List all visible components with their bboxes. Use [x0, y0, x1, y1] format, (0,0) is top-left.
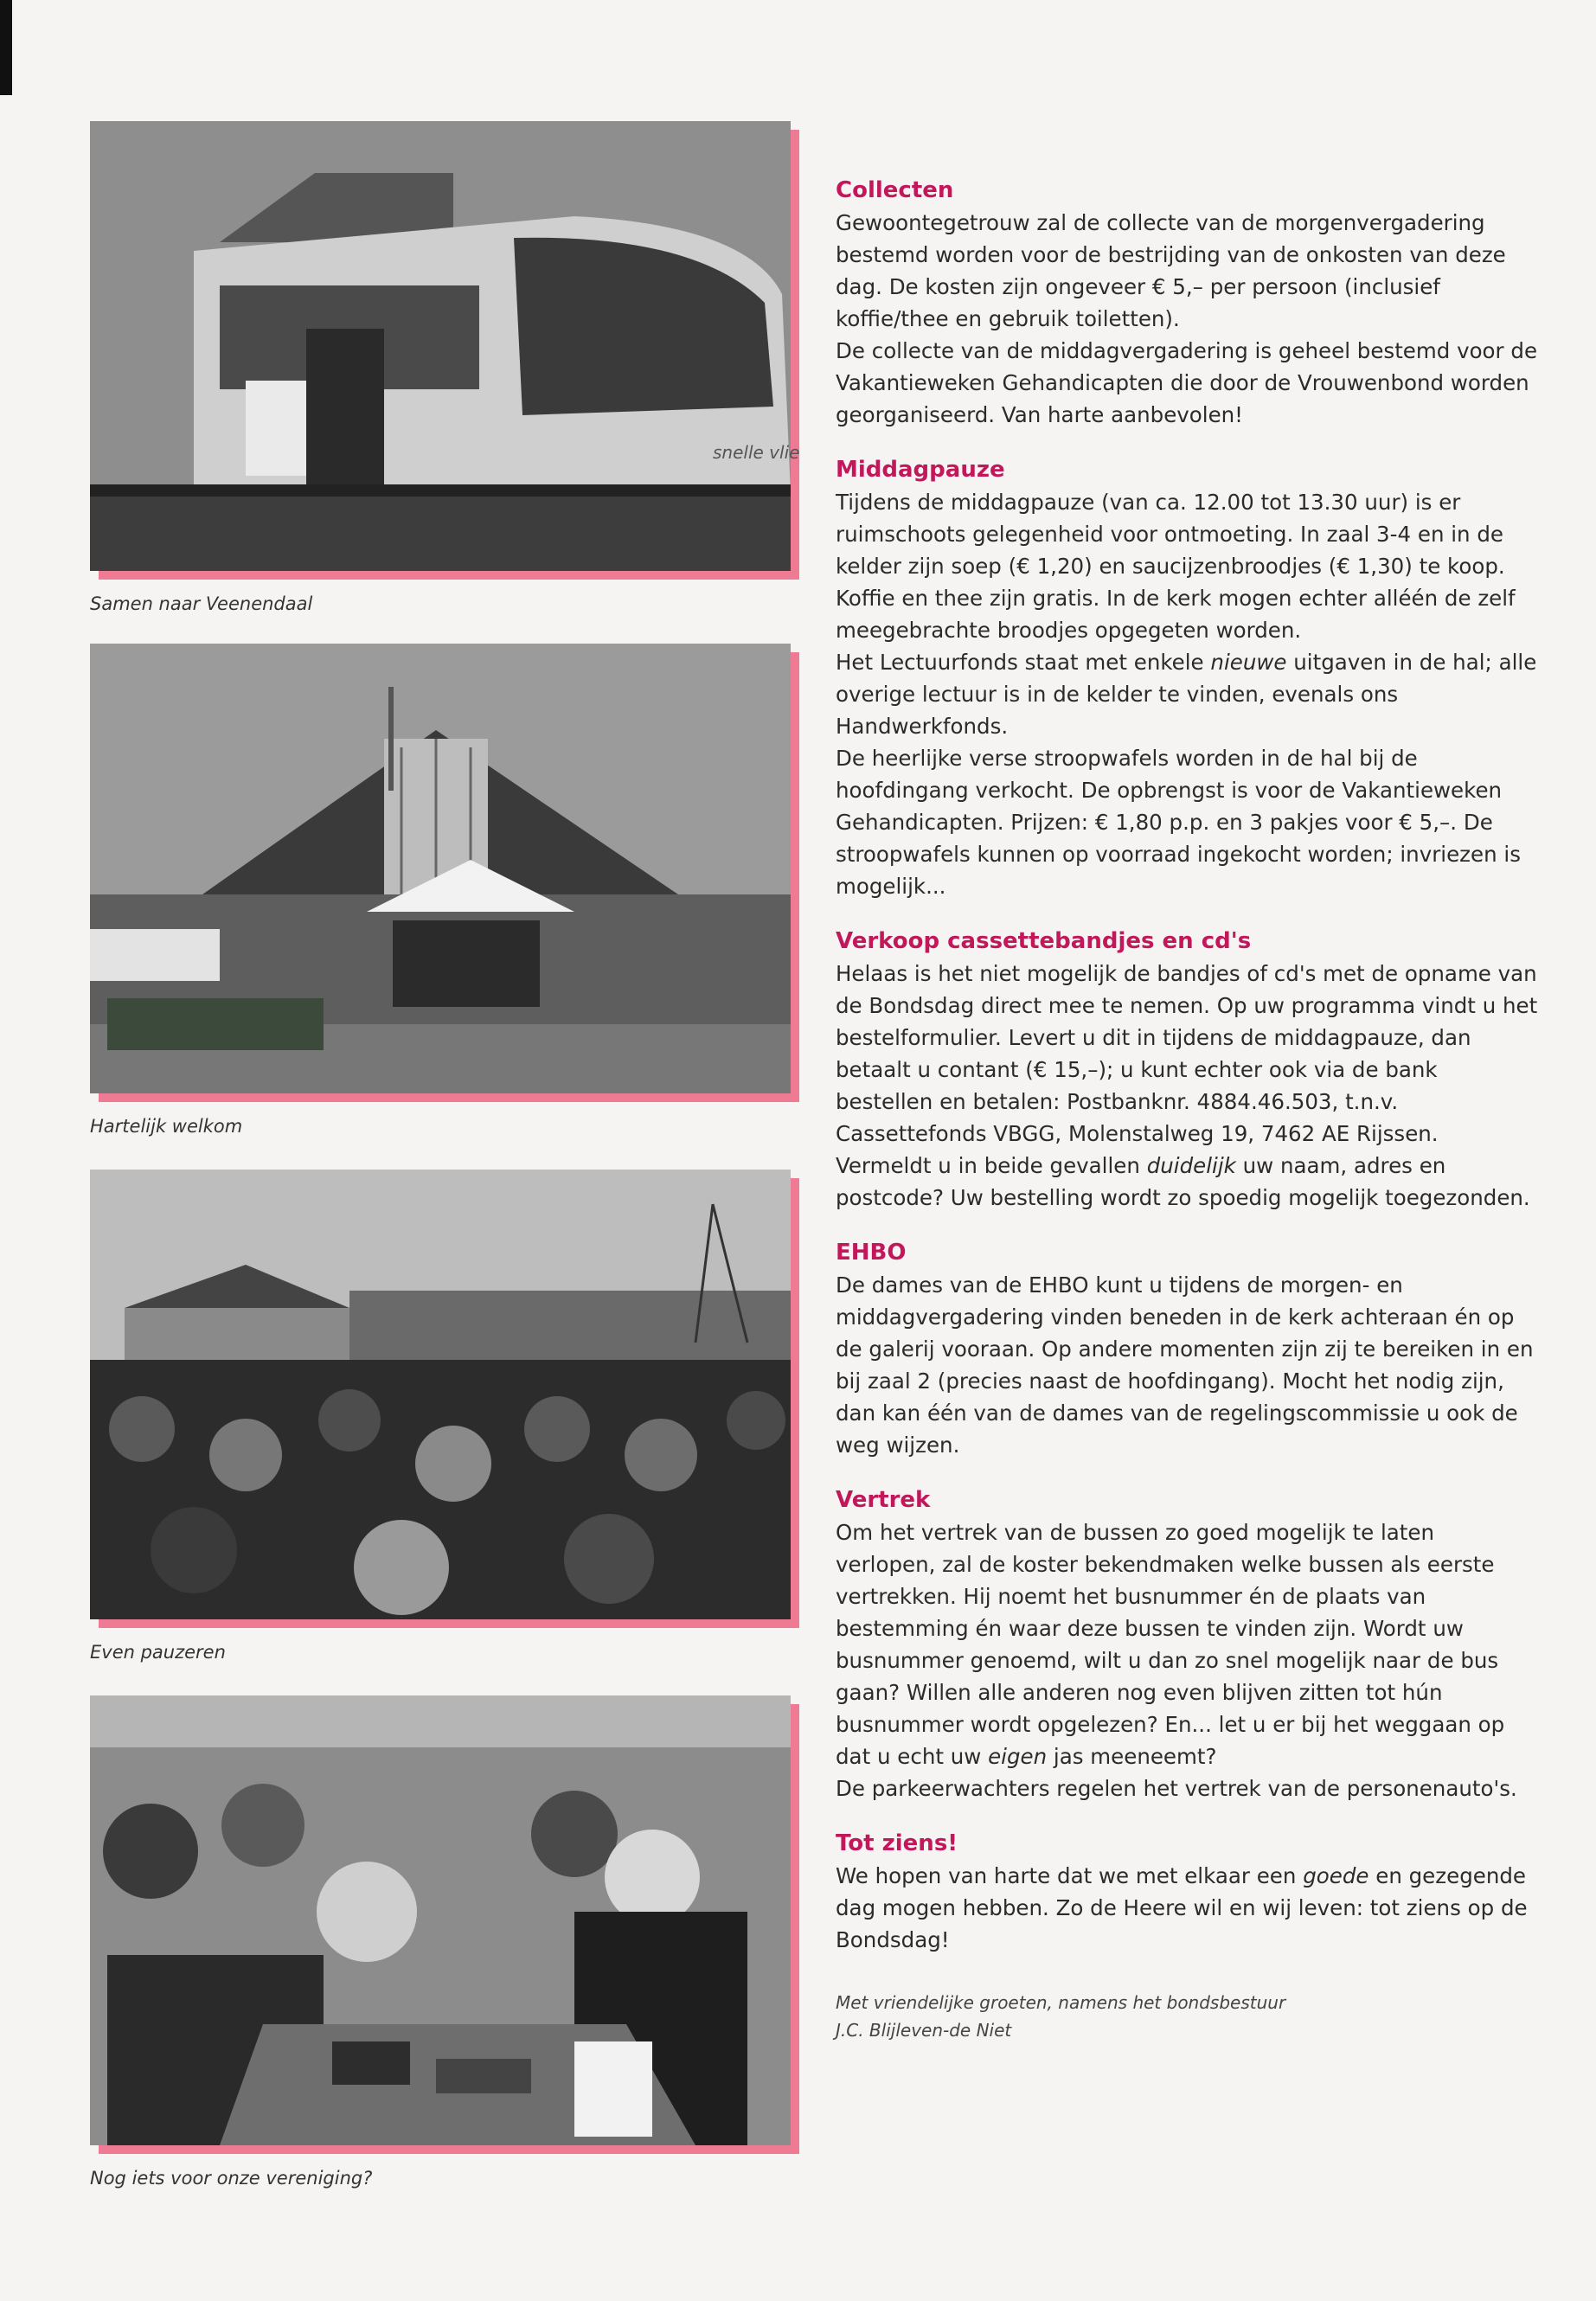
photo-caption: Nog iets voor onze vereniging?	[90, 2168, 373, 2189]
paragraph: De heerlijke verse stroopwafels worden in de hal bij de hoofdingang verkocht. De opbrengst is voor de Vakantieweken Gehandicapten. Prijzen: € 1,80 p.p. en 3 pakjes voor € 5,–. De stroopwafels kunnen op voorraad ingekocht worden; invriezen is mogelijk...	[836, 746, 1521, 899]
photo-block-market	[90, 1695, 799, 2189]
signoff-line: Met vriendelijke groeten, namens het bondsbestuur	[836, 1992, 1286, 2013]
scan-edge-mark	[0, 0, 12, 95]
section-middagpauze	[836, 457, 1538, 902]
text-run: uitgaven in de hal; alle overige lectuur is in de kelder te vinden, evenals ons Handwerkfonds.	[836, 650, 1537, 739]
photo-church	[90, 644, 791, 1093]
church-illustration	[90, 644, 791, 1093]
paragraph: Tijdens de middagpauze (van ca. 12.00 tot 13.30 uur) is er ruimschoots gelegenheid voor ontmoeting. In zaal 3-4 en in de kelder zijn soep (€ 1,20) en saucijzenbroodjes (€ 1,30) te koop. Koffie en thee zijn gratis. In de kerk mogen echter alléén de zelf meegebrachte broodjes opgegeten worden.	[836, 490, 1516, 643]
photo-caption: Samen naar Veenendaal	[90, 593, 313, 614]
text-run: jas meeneemt?	[1047, 1744, 1217, 1769]
photo-block-bus	[90, 121, 799, 614]
section-heading: Verkoop cassettebandjes en cd's	[836, 928, 1252, 954]
emphasis: duidelijk	[1146, 1153, 1236, 1178]
paragraph	[836, 1516, 1538, 1772]
text-run: en gezegende dag mogen hebben. Zo de Heere wil en wij leven: tot ziens op de Bondsdag!	[836, 1863, 1528, 1952]
signoff	[836, 1989, 1538, 2044]
bus-side-text: snelle vlie	[713, 442, 800, 463]
section-vertrek	[836, 1487, 1538, 1804]
photo-market	[90, 1695, 791, 2145]
text-run: Om het vertrek van de bussen zo goed mogelijk te laten verlopen, zal de koster bekendmaken welke bussen als eerste vertrekken. Hij noemt het busnummer én de plaats van bestemming én waar deze bussen te vinden zijn. Wordt uw busnummer genoemd, wilt u dan zo snel mogelijk naar de bus gaan? Willen alle anderen nog even blijven zitten tot hún busnummer wordt opgelezen? En... let u er bij het weggaan op dat u echt uw	[836, 1520, 1505, 1769]
text-column	[836, 177, 1538, 2044]
photo-bus	[90, 121, 800, 571]
paragraph	[836, 958, 1538, 1214]
section-verkoop	[836, 928, 1538, 1214]
text-run: We hopen van harte dat we met elkaar een	[836, 1863, 1304, 1888]
section-heading: Middagpauze	[836, 457, 1005, 483]
photo-crowd	[90, 1170, 791, 1619]
paragraph: De dames van de EHBO kunt u tijdens de morgen- en middagvergadering vinden beneden in de kerk achteraan én op de galerij vooraan. Op andere momenten zijn zij te bereiken in en bij zaal 2 (precies naast de hoofdingang). Mocht het nodig zijn, dan kan één van de dames van de regelingscommissie u ook de weg wijzen.	[836, 1272, 1534, 1458]
emphasis: eigen	[988, 1744, 1048, 1769]
photo-caption: Even pauzeren	[90, 1642, 226, 1663]
section-collecten	[836, 177, 1538, 431]
text-run: Het Lectuurfonds staat met enkele	[836, 650, 1211, 675]
crowd-illustration	[90, 1170, 791, 1619]
market-illustration	[90, 1695, 791, 2145]
photo-caption: Hartelijk welkom	[90, 1116, 243, 1137]
paragraph: De collecte van de middagvergadering is geheel bestemd voor de Vakantieweken Gehandicapten die door de Vrouwenbond worden georganiseerd. Van harte aanbevolen!	[836, 338, 1538, 427]
emphasis: nieuwe	[1210, 650, 1287, 675]
section-heading: Tot ziens!	[836, 1830, 958, 1856]
paragraph	[836, 646, 1538, 742]
section-heading: Collecten	[836, 177, 954, 203]
section-ehbo	[836, 1240, 1538, 1461]
section-heading: EHBO	[836, 1240, 907, 1266]
photo-block-crowd	[90, 1170, 799, 1663]
section-heading: Vertrek	[836, 1487, 931, 1513]
photo-block-church	[90, 644, 799, 1137]
signoff-name: J.C. Blijleven-de Niet	[836, 2020, 1012, 2041]
paragraph: De parkeerwachters regelen het vertrek van de personenauto's.	[836, 1776, 1517, 1801]
bus-illustration	[90, 121, 800, 571]
emphasis: goede	[1303, 1863, 1369, 1888]
text-run: Helaas is het niet mogelijk de bandjes of cd's met de opname van de Bondsdag direct mee te nemen. Op uw programma vindt u het bestelformulier. Levert u dit in tijdens de middagpauze, dan betaalt u contant (€ 15,–); u kunt echter ook via de bank bestellen en betalen: Postbanknr. 4884.46.503, t.n.v. Cassettefonds VBGG, Molenstalweg 19, 7462 AE Rijssen. Vermeldt u in beide gevallen	[836, 961, 1538, 1178]
text-run: uw naam, adres en postcode? Uw bestelling wordt zo spoedig mogelijk toegezonden.	[836, 1153, 1530, 1210]
section-totziens	[836, 1830, 1538, 1956]
paragraph	[836, 1860, 1538, 1956]
paragraph: Gewoontegetrouw zal de collecte van de morgenvergadering bestemd worden voor de bestrijding van de onkosten van deze dag. De kosten zijn ongeveer € 5,– per persoon (inclusief koffie/thee en gebruik toiletten).	[836, 210, 1506, 331]
